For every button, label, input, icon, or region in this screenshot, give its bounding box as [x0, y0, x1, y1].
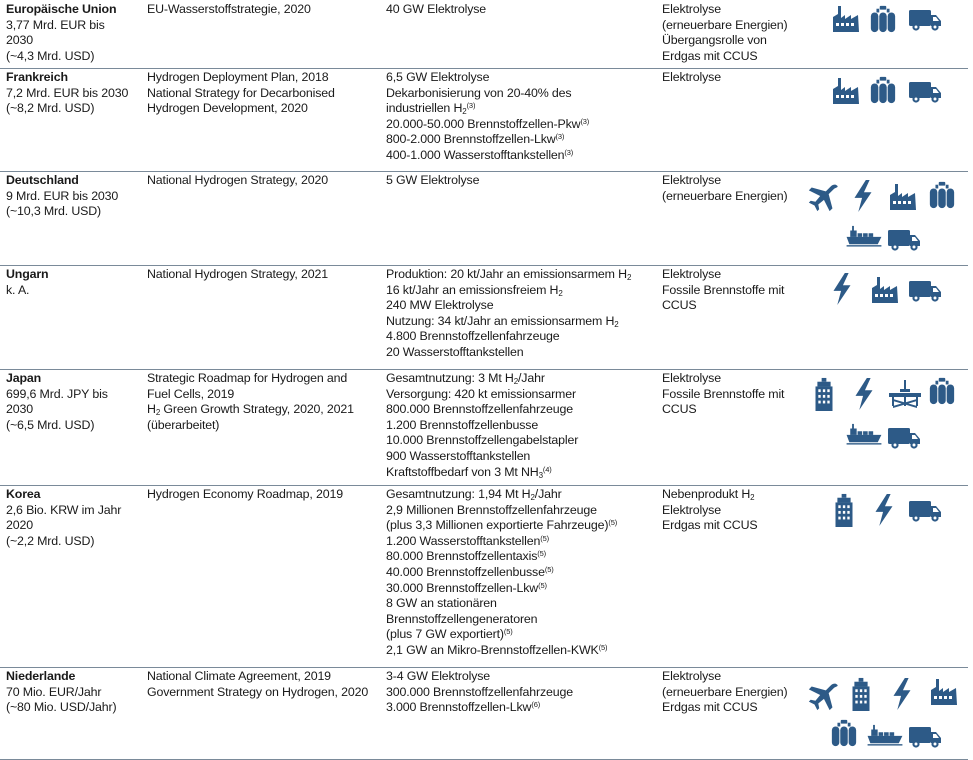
targets-cell	[386, 669, 656, 716]
strategy-cell	[147, 70, 377, 117]
ship-icon	[845, 423, 883, 445]
production-line: Elektrolyse	[662, 502, 721, 517]
target-line: 10.000 Brennstoffzellengabelstapler	[386, 433, 579, 448]
truck-icon	[908, 725, 942, 749]
gas-cylinders-icon	[928, 180, 956, 210]
strategy-cell	[147, 371, 377, 433]
target-line: 6,5 GW Elektrolyse	[386, 70, 490, 84]
production-line: (erneuerbare Energien)	[662, 17, 788, 32]
production-line: Erdgas mit CCUS	[662, 518, 758, 533]
factory-icon	[831, 4, 861, 34]
country-name: Japan	[6, 371, 42, 385]
strategy-line: Hydrogen Deployment Plan, 2018	[147, 70, 329, 84]
budget-line: (~6,5 Mrd. USD)	[6, 417, 95, 432]
targets-cell	[386, 267, 656, 361]
targets-cell	[386, 70, 656, 164]
strategy-line: National Hydrogen Strategy, 2020	[147, 173, 328, 187]
production-line: CCUS	[662, 298, 697, 313]
target-line: 300.000 Brennstoffzellenfahrzeuge	[386, 684, 574, 699]
table-row	[0, 68, 968, 172]
production-line: CCUS	[662, 402, 697, 417]
country-name: Europäische Union	[6, 2, 117, 16]
target-line: 1.200 Brennstoffzellenbusse	[386, 417, 539, 432]
table-row	[0, 485, 968, 668]
target-line: 4.800 Brennstoffzellenfahrzeuge	[386, 329, 560, 344]
lightning-icon	[851, 179, 875, 213]
target-line: Brennstoffzellengeneratoren	[386, 611, 538, 626]
target-line: 2,1 GW an Mikro-Brennstoffzellen-KWK$^{(5)}$	[386, 642, 608, 657]
targets-cell	[386, 371, 656, 480]
production-line: Fossile Brennstoffe mit	[662, 386, 785, 401]
target-line: Gesamtnutzung: 3 Mt $H_2$/Jahr	[386, 371, 545, 386]
lightning-icon	[872, 493, 896, 527]
strategy-line: EU-Wasserstoffstrategie, 2020	[147, 2, 311, 16]
strategy-cell	[147, 2, 377, 18]
country-name: Korea	[6, 487, 41, 501]
production-line: (erneuerbare Energien)	[662, 684, 788, 699]
target-line: Dekarbonisierung von 20-40% des	[386, 85, 572, 100]
budget-line: k. A.	[6, 282, 30, 297]
budget-line: (~80 Mio. USD/Jahr)	[6, 700, 117, 715]
target-line: 2,9 Millionen Brennstoffzellenfahrzeuge	[386, 502, 597, 517]
country-cell	[6, 173, 140, 220]
airplane-icon	[806, 679, 840, 713]
building-icon	[834, 493, 854, 527]
targets-cell	[386, 2, 656, 18]
production-line: Elektrolyse	[662, 669, 721, 683]
target-line: 1.200 Wasserstofftankstellen$^{(5)}$	[386, 533, 549, 548]
factory-icon	[870, 275, 900, 305]
budget-line: 2030	[6, 33, 33, 48]
target-line: 20.000-50.000 Brennstoffzellen-Pkw$^{(3)}$	[386, 116, 590, 131]
budget-line: 9 Mrd. EUR bis 2030	[6, 188, 119, 203]
strategy-line: Government Strategy on Hydrogen, 2020	[147, 684, 369, 699]
budget-line: 70 Mio. EUR/Jahr	[6, 684, 102, 699]
target-line: Produktion: 20 kt/Jahr an emissionsarmem $H_2$	[386, 267, 632, 282]
target-line: (plus 7 GW exportiert)$^{(5)}$	[386, 627, 513, 642]
production-cell	[662, 2, 802, 64]
target-line: 40.000 Brennstoffzellenbusse$^{(5)}$	[386, 564, 554, 579]
strategy-line: Hydrogen Development, 2020	[147, 101, 308, 116]
budget-line: 2,6 Bio. KRW im Jahr	[6, 502, 122, 517]
offshore-platform-icon	[887, 379, 923, 409]
target-line: industriellen $H_2^{(3)}$	[386, 101, 476, 117]
budget-line: (~8,2 Mrd. USD)	[6, 101, 95, 116]
budget-line: 699,6 Mrd. JPY bis	[6, 386, 108, 401]
production-cell	[662, 267, 802, 314]
country-cell	[6, 371, 140, 433]
table-row	[0, 265, 968, 370]
strategy-line: Fuel Cells, 2019	[147, 386, 235, 401]
country-name: Niederlande	[6, 669, 76, 683]
production-line: Übergangsrolle von	[662, 33, 767, 48]
building-icon	[814, 377, 834, 411]
gas-cylinders-icon	[830, 718, 858, 748]
production-line: Elektrolyse	[662, 2, 721, 16]
strategy-line: (überarbeitet)	[147, 417, 220, 432]
truck-icon	[908, 499, 942, 523]
strategy-cell	[147, 669, 377, 700]
target-line: (plus 3,3 Millionen exportierte Fahrzeuge)$^{(5)}$	[386, 518, 618, 533]
strategy-cell	[147, 487, 377, 503]
production-cell	[662, 70, 802, 86]
target-line: 900 Wasserstofftankstellen	[386, 448, 531, 463]
strategy-line: National Climate Agreement, 2019	[147, 669, 331, 683]
gas-cylinders-icon	[869, 75, 897, 105]
target-line: 8 GW an stationären	[386, 596, 497, 611]
target-line: Kraftstoffbedarf von 3 Mt $NH_3^{(4)}$	[386, 464, 552, 480]
target-line: 80.000 Brennstoffzellentaxis$^{(5)}$	[386, 549, 546, 564]
target-line: Nutzung: 34 kt/Jahr an emissionsarmem $H_2$	[386, 313, 619, 329]
targets-cell	[386, 487, 656, 659]
target-line: Versorgung: 420 kt emissionsarmer	[386, 386, 576, 401]
table-row	[0, 667, 968, 760]
factory-icon	[888, 182, 918, 212]
country-cell	[6, 267, 140, 298]
gas-cylinders-icon	[869, 4, 897, 34]
lightning-icon	[890, 677, 914, 711]
target-line: 40 GW Elektrolyse	[386, 2, 487, 16]
strategy-line: National Hydrogen Strategy, 2021	[147, 267, 328, 281]
budget-line: 2030	[6, 402, 33, 417]
target-line: 3.000 Brennstoffzellen-Lkw$^{(6)}$	[386, 700, 541, 715]
budget-line: 7,2 Mrd. EUR bis 2030	[6, 85, 129, 100]
budget-line: (~2,2 Mrd. USD)	[6, 533, 95, 548]
factory-icon	[831, 76, 861, 106]
truck-icon	[908, 8, 942, 32]
country-name: Ungarn	[6, 267, 49, 281]
country-name: Frankreich	[6, 70, 68, 84]
target-line: 16 kt/Jahr an emissionsfreiem $H_2$	[386, 282, 563, 298]
production-line: Fossile Brennstoffe mit	[662, 282, 785, 297]
production-line: Elektrolyse	[662, 173, 721, 187]
lightning-icon	[852, 377, 876, 411]
country-name: Deutschland	[6, 173, 79, 187]
production-line: Nebenprodukt $H_2$	[662, 487, 755, 502]
production-line: Elektrolyse	[662, 371, 721, 385]
budget-line: 3,77 Mrd. EUR bis	[6, 17, 105, 32]
target-line: 5 GW Elektrolyse	[386, 173, 480, 187]
production-line: Elektrolyse	[662, 70, 721, 84]
budget-line: (~4,3 Mrd. USD)	[6, 48, 95, 63]
lightning-icon	[830, 272, 854, 306]
target-line: 800.000 Brennstoffzellenfahrzeuge	[386, 402, 574, 417]
production-line: Erdgas mit CCUS	[662, 48, 758, 63]
production-cell	[662, 371, 802, 418]
strategy-cell	[147, 173, 377, 189]
building-icon	[851, 677, 871, 711]
budget-line: (~10,3 Mrd. USD)	[6, 204, 102, 219]
country-cell	[6, 487, 140, 549]
target-line: 30.000 Brennstoffzellen-Lkw$^{(5)}$	[386, 580, 547, 595]
production-cell	[662, 487, 802, 534]
target-line: 20 Wasserstofftankstellen	[386, 344, 524, 359]
production-line: Erdgas mit CCUS	[662, 700, 758, 715]
country-cell	[6, 669, 140, 716]
airplane-icon	[806, 180, 840, 214]
strategy-line: Strategic Roadmap for Hydrogen and	[147, 371, 348, 385]
targets-cell	[386, 173, 656, 189]
strategy-line: Hydrogen Economy Roadmap, 2019	[147, 487, 343, 501]
strategy-cell	[147, 267, 377, 283]
ship-icon	[866, 724, 904, 746]
production-cell	[662, 669, 802, 716]
target-line: Gesamtnutzung: 1,94 Mt $H_2$/Jahr	[386, 487, 562, 502]
target-line: 3-4 GW Elektrolyse	[386, 669, 491, 683]
strategy-line: National Strategy for Decarbonised	[147, 85, 335, 100]
budget-line: 2020	[6, 518, 33, 533]
factory-icon	[929, 677, 959, 707]
ship-icon	[845, 225, 883, 247]
production-cell	[662, 173, 802, 204]
table-row	[0, 0, 968, 69]
truck-icon	[887, 228, 921, 252]
production-line: Elektrolyse	[662, 267, 721, 281]
country-cell	[6, 70, 140, 117]
strategy-line: $H_2$ Green Growth Strategy, 2020, 2021	[147, 402, 354, 418]
target-line: 240 MW Elektrolyse	[386, 298, 494, 313]
production-line: (erneuerbare Energien)	[662, 188, 788, 203]
country-cell	[6, 2, 140, 64]
table-row	[0, 171, 968, 266]
gas-cylinders-icon	[928, 376, 956, 406]
target-line: 400-1.000 Wasserstofftankstellen$^{(3)}$	[386, 147, 574, 162]
truck-icon	[908, 80, 942, 104]
target-line: 800-2.000 Brennstoffzellen-Lkw$^{(3)}$	[386, 132, 565, 147]
truck-icon	[908, 279, 942, 303]
table-row	[0, 369, 968, 486]
truck-icon	[887, 426, 921, 450]
